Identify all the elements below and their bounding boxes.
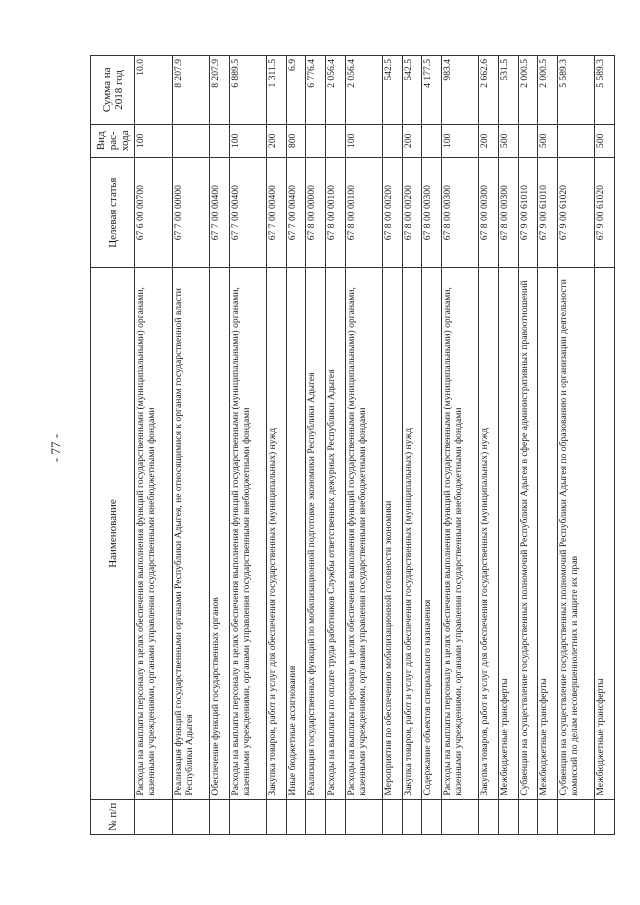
row-vid: [557, 124, 595, 157]
row-code: 67 8 00 00300: [422, 157, 442, 268]
header-code: Целевая статья: [91, 157, 135, 268]
row-sum: 5 589.3: [595, 56, 615, 125]
row-name: Субвенции на осуществление государственных полномочий Республики Адыгея в сфере административных правоотношений: [518, 268, 538, 799]
table-row: [229, 56, 267, 835]
budget-table: [90, 55, 615, 835]
row-name: Межбюджетные трансферты: [538, 268, 558, 799]
row-name: Закупка товаров, работ и услуг для обеспечения государственных (муниципальных) нужд: [267, 268, 287, 799]
row-code: 67 8 00 00100: [325, 157, 345, 268]
row-name: Содержание объектов специального назначения: [422, 268, 442, 799]
row-name: Расходы на выплаты персоналу в целях обеспечения выполнения функций государственными (муниципальными) органами, казенными учреждениями, органами управления государственными внебюджетными фондами: [135, 268, 173, 799]
row-code: 67 8 00 00200: [383, 157, 403, 268]
row-code: 67 7 00 00400: [229, 157, 267, 268]
row-code: 67 8 00 00000: [306, 157, 326, 268]
table-row: [422, 56, 442, 835]
row-code: 67 9 00 61020: [557, 157, 595, 268]
row-code: 67 8 00 00300: [441, 157, 479, 268]
row-code: 67 9 00 61010: [538, 157, 558, 268]
row-num: [306, 799, 326, 834]
table-row: [383, 56, 403, 835]
row-num: [345, 799, 383, 834]
row-name: Межбюджетные трансферты: [595, 268, 615, 799]
row-code: 67 9 00 61020: [595, 157, 615, 268]
row-name: Закупка товаров, работ и услуг для обеспечения государственных (муниципальных) нужд: [479, 268, 499, 799]
row-name: Расходы на выплаты персоналу в целях обеспечения выполнения функций государственными (муниципальными) органами, казенными учреждениями, органами управления государственными внебюджетными фондами: [229, 268, 267, 799]
table-row: [538, 56, 558, 835]
table-row: [286, 56, 306, 835]
row-name: Межбюджетные трансферты: [498, 268, 518, 799]
table-row: [479, 56, 499, 835]
table-row: [345, 56, 383, 835]
table-row: [267, 56, 287, 835]
table-row: [557, 56, 595, 835]
page-number: - 77 -: [48, 433, 64, 463]
row-sum: 8 207.9: [172, 56, 210, 125]
row-num: [172, 799, 210, 834]
row-sum: 2 056.4: [345, 56, 383, 125]
row-num: [383, 799, 403, 834]
row-vid: 200: [479, 124, 499, 157]
row-sum: 6.9: [286, 56, 306, 125]
row-vid: 100: [229, 124, 267, 157]
row-num: [135, 799, 173, 834]
table-row: [135, 56, 173, 835]
header-sum: Сумма на 2018 год: [91, 56, 135, 125]
row-vid: [518, 124, 538, 157]
row-num: [595, 799, 615, 834]
row-code: 67 7 00 00000: [172, 157, 210, 268]
row-vid: [306, 124, 326, 157]
row-vid: [383, 124, 403, 157]
row-name: Обеспечение функций государственных органов: [210, 268, 230, 799]
header-vid: Вид рас-хода: [91, 124, 135, 157]
row-num: [538, 799, 558, 834]
row-name: Расходы на выплаты персоналу в целях обеспечения выполнения функций государственными (муниципальными) органами, казенными учреждениями, органами управления государственными внебюджетными фондами: [345, 268, 383, 799]
rotated-page: [90, 55, 615, 835]
table-row: [172, 56, 210, 835]
row-code: 67 8 00 00100: [345, 157, 383, 268]
row-name: Закупка товаров, работ и услуг для обеспечения государственных (муниципальных) нужд: [402, 268, 422, 799]
row-vid: 100: [345, 124, 383, 157]
row-code: 67 8 00 00200: [402, 157, 422, 268]
row-vid: 200: [267, 124, 287, 157]
row-name: Расходы на выплаты по оплате труда работников Службы ответственных дежурных Республики Адыгея: [325, 268, 345, 799]
row-name: Расходы на выплаты персоналу в целях обеспечения выполнения функций государственными (муниципальными) органами, казенными учреждениями, органами управления государственными внебюджетными фондами: [441, 268, 479, 799]
row-num: [479, 799, 499, 834]
row-num: [325, 799, 345, 834]
row-vid: [325, 124, 345, 157]
table-row: [325, 56, 345, 835]
row-num: [402, 799, 422, 834]
row-num: [498, 799, 518, 834]
row-num: [441, 799, 479, 834]
row-name: Реализация функций государственными органами Республики Адыгея, не относящимися к органам государственной власти Республики Адыгея: [172, 268, 210, 799]
row-vid: 100: [135, 124, 173, 157]
table-row: [210, 56, 230, 835]
table-row: [402, 56, 422, 835]
row-num: [286, 799, 306, 834]
row-vid: 500: [595, 124, 615, 157]
row-vid: [172, 124, 210, 157]
row-name: Мероприятия по обеспечению мобилизационной готовности экономики: [383, 268, 403, 799]
row-sum: 2 000.5: [538, 56, 558, 125]
row-sum: 4 177.5: [422, 56, 442, 125]
table-row: [595, 56, 615, 835]
row-sum: 1 311.5: [267, 56, 287, 125]
row-num: [422, 799, 442, 834]
row-sum: 542.5: [383, 56, 403, 125]
row-sum: 6 776.4: [306, 56, 326, 125]
row-sum: 10.0: [135, 56, 173, 125]
row-name: Субвенции на осуществление государственных полномочий Республики Адыгея по образованию и организации деятельности комиссий по делам несовершеннолетних и защите их прав: [557, 268, 595, 799]
table-header-row: [91, 56, 135, 835]
row-num: [210, 799, 230, 834]
row-vid: 800: [286, 124, 306, 157]
row-num: [518, 799, 538, 834]
row-vid: [210, 124, 230, 157]
table-row: [306, 56, 326, 835]
row-num: [229, 799, 267, 834]
table-row: [498, 56, 518, 835]
row-num: [267, 799, 287, 834]
row-sum: 8 207.9: [210, 56, 230, 125]
header-num: № п/п: [91, 799, 135, 834]
row-sum: 2 056.4: [325, 56, 345, 125]
row-code: 67 8 00 00300: [479, 157, 499, 268]
row-vid: 100: [441, 124, 479, 157]
row-code: 67 8 00 00300: [498, 157, 518, 268]
row-vid: [422, 124, 442, 157]
row-vid: 200: [402, 124, 422, 157]
row-vid: 500: [538, 124, 558, 157]
row-sum: 6 889.5: [229, 56, 267, 125]
row-code: 67 9 00 61010: [518, 157, 538, 268]
row-code: 67 7 00 00400: [286, 157, 306, 268]
table-row: [518, 56, 538, 835]
row-name: Реализация государственных функций по мобилизационной подготовке экономики Республики Адыгея: [306, 268, 326, 799]
row-num: [557, 799, 595, 834]
row-code: 67 6 00 00700: [135, 157, 173, 268]
row-code: 67 7 00 00400: [267, 157, 287, 268]
table-body: [135, 56, 615, 835]
row-code: 67 7 00 00400: [210, 157, 230, 268]
table-row: [441, 56, 479, 835]
row-sum: 2 000.5: [518, 56, 538, 125]
row-sum: 2 662.6: [479, 56, 499, 125]
row-sum: 542.5: [402, 56, 422, 125]
row-sum: 5 589.3: [557, 56, 595, 125]
row-sum: 531.5: [498, 56, 518, 125]
row-name: Иные бюджетные ассигнования: [286, 268, 306, 799]
row-sum: 983.4: [441, 56, 479, 125]
header-name: Наименование: [91, 268, 135, 799]
row-vid: 500: [498, 124, 518, 157]
